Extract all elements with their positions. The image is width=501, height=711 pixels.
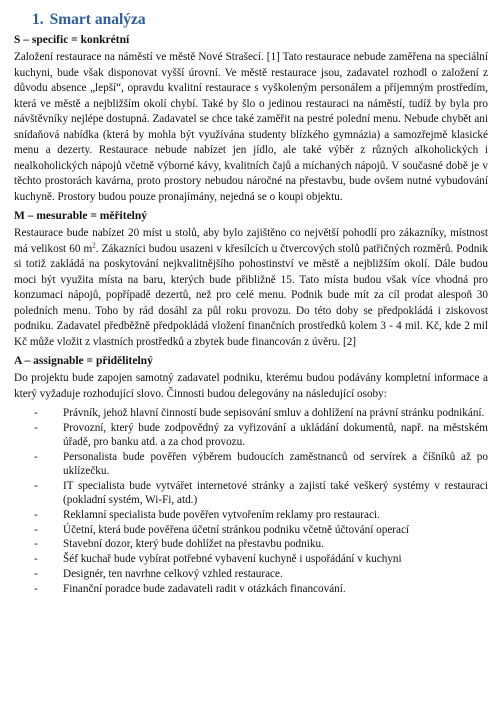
heading-number: 1. bbox=[32, 11, 44, 28]
list-item bbox=[14, 406, 488, 420]
list-item bbox=[14, 523, 488, 537]
page-title bbox=[32, 11, 488, 29]
dash-bullet: - bbox=[34, 508, 38, 521]
paragraph-measurable bbox=[14, 226, 488, 350]
list-item-text: Šéf kuchař bude vybírat potřebné vybavení kuchyně i uspořádání v kuchyni bbox=[63, 553, 402, 566]
list-item-text: Účetní, která bude pověřena účetní stránkou podniku včetně účtování operací bbox=[63, 523, 410, 536]
roles-list bbox=[14, 406, 488, 596]
dash-bullet: - bbox=[34, 553, 38, 566]
dash-bullet: - bbox=[34, 523, 38, 536]
list-item bbox=[14, 508, 488, 522]
measurable-text-start: Restaurace bude nabízet 20 míst u stolů, aby bylo zajištěno co největší pohodlí pro zákazníky, místnost má velikost 60 m bbox=[14, 227, 488, 255]
list-item-text: IT specialista bude vytvářet internetové stránky a zajistí také veškerý systémy v restauraci (pokladní systém, Wi-Fi, atd.) bbox=[63, 479, 488, 506]
list-item-text: Provozní, který bude zodpovědný za vyřizování a ukládání dokumentů, např. na městském úřadě, pro banku atd. a za chod provozu. bbox=[63, 421, 488, 448]
list-item bbox=[14, 479, 488, 507]
dash-bullet: - bbox=[34, 421, 38, 434]
list-item bbox=[14, 537, 488, 551]
measurable-text-end: . Zákazníci budou usazeni v křesílcích u čtvercových stolů patřičných rozměrů. Podnik si totiž zakládá na poskytování nejkvalitnějšího pohostinství ve městě a nejbližším okolí. Dále budou moci být využita místa na baru, kterých bude přibližně 15. Tato místa budou však více vhodná pro konzumaci nápojů, popřípadě dezertů, než pro celé menu. Podnik bude mít za cíl prodat alespoň 30 poledních menu. Toho by rád dosáhl za půl roku provozu. Do této doby se předpokládá i ziskovost podniku. Zadavatel předběžně předpokládá vložení finančních prostředků kolem 3 - 4 mil. Kč, kde 2 mil Kč může vložit z vlastních prostředků a zbytek bude financován z úvěru. [2] bbox=[14, 242, 488, 348]
list-item bbox=[14, 421, 488, 449]
document-page bbox=[14, 11, 488, 597]
list-item bbox=[14, 567, 488, 581]
dash-bullet: - bbox=[34, 407, 38, 419]
list-item-text: Finanční poradce bude zadavateli radit v otázkách financování. bbox=[63, 582, 346, 595]
list-item bbox=[14, 552, 488, 566]
list-item-text: Stavební dozor, který bude dohlížet na přestavbu podniku. bbox=[63, 538, 324, 551]
list-item bbox=[14, 582, 488, 596]
heading-title: Smart analýza bbox=[49, 11, 146, 28]
list-item bbox=[14, 450, 488, 478]
section-title-assignable: A – assignable = přidělitelný bbox=[14, 355, 153, 367]
section-title-specific: S – specific = konkrétní bbox=[14, 34, 130, 46]
list-item-text: Reklamní specialista bude pověřen vytvořením reklamy pro restauraci. bbox=[63, 508, 380, 521]
dash-bullet: - bbox=[34, 450, 38, 463]
list-item-text: Designér, ten navrhne celkový vzhled restaurace. bbox=[63, 567, 283, 580]
section-title-measurable: M – mesurable = měřitelný bbox=[14, 210, 148, 222]
list-item-text: Právník, jehož hlavní činností bude sepisování smluv a dohlížení na právní stránku podnikání. bbox=[63, 407, 485, 419]
list-item-text: Personalista bude pověřen výběrem budoucích zaměstnanců od servírek a číšníků až po uklízečku. bbox=[63, 450, 488, 477]
paragraph-assignable-intro: Do projektu bude zapojen samotný zadavatel podniku, kterému budou podávány kompletní informace a který vyžaduje rozhodující slovo. Činnosti budou delegovány na následující osoby: bbox=[14, 372, 488, 400]
paragraph-specific: Založení restaurace na náměstí ve městě Nové Strašecí. [1] Tato restaurace nebude zaměřena na speciální kuchyni, bude však disponovat vyšší úrovní. Ve městě restaurace jsou, zadavatel rozhodl o založení z důvodu absence „lepší“, opravdu kvalitní restaurace s vyškoleným personálem a příjemným prostředím, která ve městě a nejbližším okolí chybí. Také by šlo o jedinou restauraci na náměstí, tudíž by byla pro návštěvníky nejlépe dostupná. Zadavatel se chce také zaměřit na pestré polední menu. Nebude chybět ani snídaňová nabídka (která by mohla být využívána studenty blízkého gymnázia) a samozřejmě klasické menu a dezerty. Restaurace nebude nabízet jen jídlo, ale také výběr z různých alkoholických i nealkoholických nápojů včetně výborné kávy, kvalitních čajů a míchaných nápojů. V současné době je v těchto prostorách kavárna, proto prostory nebudou náročné na přestavbu, bude ovšem nutné vybudování kuchyně. Prostory budou pouze pronajímány, nejedná se o koupi objektu. bbox=[14, 51, 488, 203]
dash-bullet: - bbox=[34, 538, 38, 551]
dash-bullet: - bbox=[34, 479, 38, 492]
superscript-two: 2 bbox=[92, 240, 96, 249]
dash-bullet: - bbox=[34, 582, 38, 595]
dash-bullet: - bbox=[34, 567, 38, 580]
